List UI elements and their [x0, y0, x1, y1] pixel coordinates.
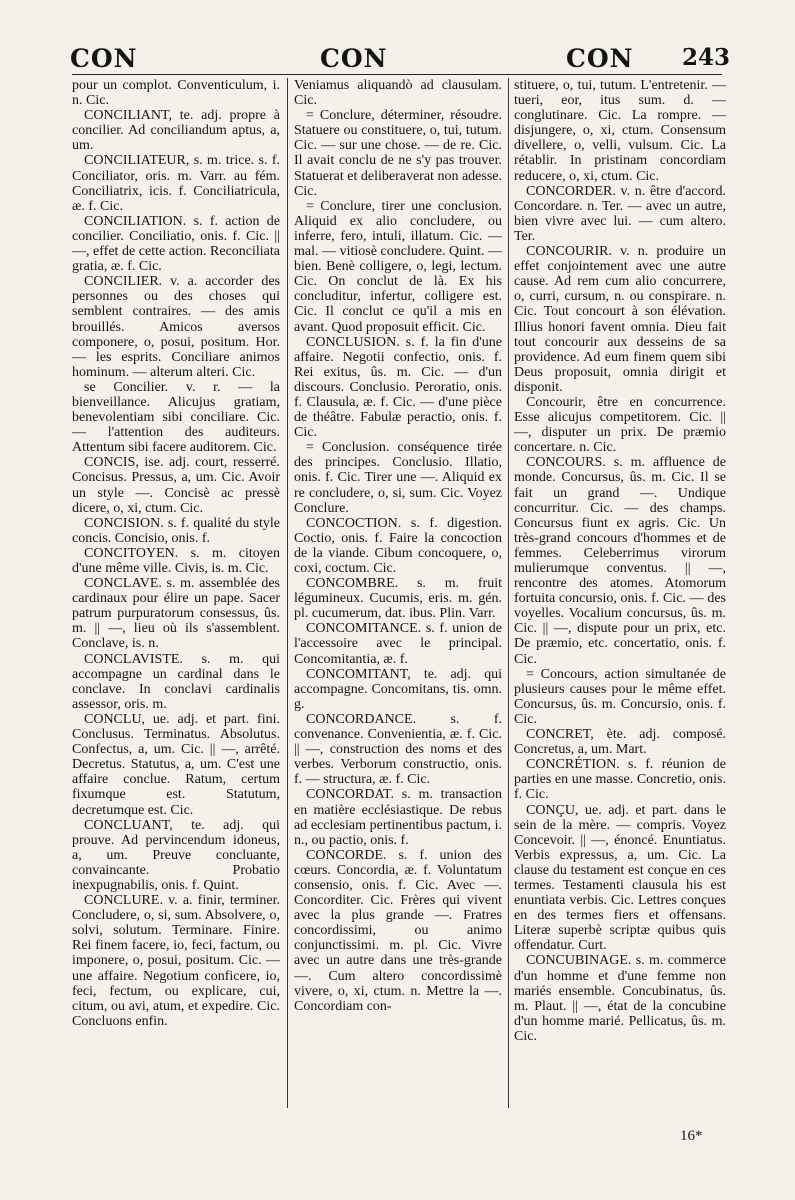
entry: = Conclure, tirer une conclusion. Aliquid ex alio concludere, ou inferre, fero, intuli, illatum. Cic. — mal. — vitiosè concludere. Quint. — bien. Benè colligere, o, legi, lectum. Cic. On conclut de là. Ex his concluditur, infertur, colligere est. Cic. Il conclut ce qu'il a mis en avant. Quod proposuit efficit. Cic. [294, 198, 502, 335]
entry: CONCRET, ète. adj. composé. Concretus, a, um. Mart. [514, 727, 726, 758]
column-3 [514, 78, 726, 1118]
entry: CONCILIATEUR, s. m. trice. s. f. Conciliator, oris. m. Varr. au fém. Conciliatrix, icis. f. Conciliatricula, æ. f. Cic. [72, 153, 280, 214]
header-center: CON [320, 44, 388, 73]
entry: CONCOMITANT, te. adj. qui accompagne. Concomitans, tis. omn. g. [294, 666, 502, 712]
entry: = Conclusion. conséquence tirée des principes. Conclusio. Illatio, onis. f. Cic. Tirer une —. Aliquid ex re concludere, o, si, sum. Cic. Voyez Conclure. [294, 440, 502, 516]
column-1 [72, 78, 280, 1118]
entry: CONCLU, ue. adj. et part. fini. Conclusus. Terminatus. Absolutus. Confectus, a, um. Cic. || —, arrêté. Decretus. Statutus, a, um. C'est une affaire conclue. Ratum, certum fixumque est. Statutum, decretumque est. Cic. [72, 711, 280, 818]
entry: CONCLAVISTE. s. m. qui accompagne un cardinal dans le conclave. In conclavi cardinalis assessor, oris. m. [72, 651, 280, 712]
column-divider [508, 78, 509, 1108]
entry: CONÇU, ue. adj. et part. dans le sein de la mère. — compris. Voyez Concevoir. || —, énoncé. Enuntiatus. Verbis expressus, a, um. Cic. La clause du testament est conçue en ces termes. Testamenti clausula his est enuntiata verbis. Cic. Lettres conçues en des termes fiers et offensans. Literæ superbè scriptæ quibus quis offendatur. Curt. [514, 802, 726, 954]
signature-mark: 16* [680, 1128, 703, 1144]
entry: CONCOMITANCE. s. f. union de l'accessoire avec le principal. Concomitantia, æ. f. [294, 621, 502, 667]
entry: CONCIS, ise. adj. court, resserré. Concisus. Pressus, a, um. Cic. Avoir un style —. Concisè ac pressè dicere, o, xi, ctum. Cic. [72, 455, 280, 516]
header-right: CON [566, 44, 634, 73]
entry: CONCLUSION. s. f. la fin d'une affaire. Negotii confectio, onis. f. Rei exitus, ûs. m. Cic. — d'un discours. Conclusio. Peroratio, onis. f. Clausula, æ. f. Cic. — d'une pièce de théâtre. Fabulæ peractio, onis. f. Cic. [294, 334, 502, 441]
entry: CONCOMBRE. s. m. fruit légumineux. Cucumis, eris. m. gén. pl. cucumerum, dat. ibus. Plin. Varr. [294, 576, 502, 622]
columns [72, 78, 728, 1118]
entry: CONCLUANT, te. adj. qui prouve. Ad pervincendum idoneus, a, um. Preuve concluante, convaincante. Probatio inexpugnabilis, onis. f. Quint. [72, 817, 280, 893]
entry: CONCOURS. s. m. affluence de monde. Concursus, ûs. m. Cic. Il se fait un grand —. Undique concurritur. Cic. — des champs. Concursus fiunt ex agris. Cic. Un très-grand concours d'hommes et de femmes. Celeberrimus virorum mulierumque conventus. || —, rencontre des atomes. Atomorum fortuita concursio, onis. f. Cic. — des voyelles. Vocalium concursus, ûs. m. Cic. || —, dispute pour un prix, etc. De præmio, etc. concertatio, onis. f. Cic. [514, 455, 726, 667]
entry: se Concilier. v. r. — la bienveillance. Alicujus gratiam, benevolentiam sibi conciliare. Cic. — l'attention des auditeurs. Attentum sibi facere auditorem. Cic. [72, 379, 280, 456]
entry: Veniamus aliquandò ad clausulam. Cic. [294, 78, 502, 109]
entry: stituere, o, tui, tutum. L'entretenir. — tueri, eor, itus sum. d. — conglutinare. Cic. La rompre. — disjungere, o, xi, ctum. Consensum divellere, o, velli, vulsum. Cic. La rétablir. In pristinam concordiam reducere, o, xi, ctum. Cic. [514, 78, 726, 184]
entry: CONCUBINAGE. s. m. commerce d'un homme et d'une femme non mariés ensemble. Concubinatus, ûs. m. Plaut. || —, état de la concubine d'un homme marié. Pellicatus, ûs. m. Cic. [514, 953, 726, 1044]
entry: CONCORDANCE. s. f. convenance. Convenientia, æ. f. Cic. || —, construction des noms et des verbes. Verborum constructio, onis. f. — structura, æ. f. Cic. [294, 711, 502, 788]
entry: CONCLAVE. s. m. assemblée des cardinaux pour élire un pape. Sacer patrum purpuratorum consessus, ûs. m. || —, lieu où ils s'assemblent. Conclave, is. n. [72, 576, 280, 652]
entry: CONCOCTION. s. f. digestion. Coctio, onis. f. Faire la concoction de la viande. Cibum concoquere, o, coxi, coctum. Cic. [294, 515, 502, 576]
entry: CONCORDER. v. n. être d'accord. Concordare. n. Ter. — avec un autre, bien vivre avec lui. — cum altero. Ter. [514, 183, 726, 244]
running-header [70, 44, 730, 78]
entry: CONCITOYEN. s. m. citoyen d'une même ville. Civis, is. m. Cic. [72, 545, 280, 576]
entry: Concourir, être en concurrence. Esse alicujus competitorem. Cic. || —, disputer un prix. De præmio concertare. n. Cic. [514, 394, 726, 456]
column-2 [294, 78, 502, 1118]
page-number: 243 [681, 44, 730, 71]
header-left: CON [70, 44, 138, 73]
entry: CONCRÉTION. s. f. réunion de parties en une masse. Concretio, onis. f. Cic. [514, 757, 726, 803]
entry: CONCILIANT, te. adj. propre à concilier. Ad conciliandum aptus, a, um. [72, 108, 280, 154]
column-divider [287, 78, 288, 1108]
entry: CONCORDE. s. f. union des cœurs. Concordia, æ. f. Voluntatum consensio, onis. f. Cic. Avec —. Concorditer. Cic. Frères qui vivent avec la plus grande —. Fratres concordissimi, ou animo conjunctissimi. m. pl. Cic. Vivre avec un autre dans une très-grande —. Cum altero concordissimè vivere, o, xi, ctum. n. Mettre la —. Concordiam con- [294, 847, 502, 1014]
entry: CONCILIATION. s. f. action de concilier. Conciliatio, onis. f. Cic. || —, effet de cette action. Reconciliata gratia, æ. f. Cic. [72, 213, 280, 275]
entry: CONCILIER. v. a. accorder des personnes ou des choses qui semblent contraires. — des amis brouillés. Amicos aversos componere, o, posui, positum. Hor. — les esprits. Conciliare animos hominum. — alterum alteri. Cic. [72, 274, 280, 380]
entry: = Conclure, déterminer, résoudre. Statuere ou constituere, o, tui, tutum. Cic. — sur une chose. — de re. Cic. Il avait conclu de ne s'y pas trouver. Statuerat et deliberaverat non adesse. Cic. [294, 108, 502, 199]
entry: pour un complot. Conventiculum, i. n. Cic. [72, 78, 280, 109]
header-rule [72, 74, 722, 75]
entry: CONCOURIR. v. n. produire un effet conjointement avec une autre cause. Ad rem cum alio concurrere, o, curri, cursum, n. ou conspirare. n. Cic. Tout concourt à son élévation. Illius honori favent omnia. Dieu fait tout concourir aux desseins de sa providence. Ad eum finem quem sibi Deus proposuit, omnia dirigit et disponit. [514, 244, 726, 395]
entry: CONCLURE. v. a. finir, terminer. Concludere, o, si, sum. Absolvere, o, solvi, solutum. Terminare. Finire. Rei finem facere, io, feci, factum, ou imponere, o, posui, positum. Cic. — une affaire. Negotium conficere, io, feci, fectum, ou explicare, cui, citum, ou avi, atum, et expedire. Cic. Concluons enfin. [72, 893, 280, 1029]
entry: CONCORDAT. s. m. transaction en matière ecclésiastique. De rebus ad ecclesiam pertinentibus pactum, i. n., ou pactio, onis. f. [294, 787, 502, 848]
entry: = Concours, action simultanée de plusieurs causes pour le même effet. Concursus, ûs. m. Concursio, onis. f. Cic. [514, 666, 726, 727]
entry: CONCISION. s. f. qualité du style concis. Concisio, onis. f. [72, 515, 280, 546]
